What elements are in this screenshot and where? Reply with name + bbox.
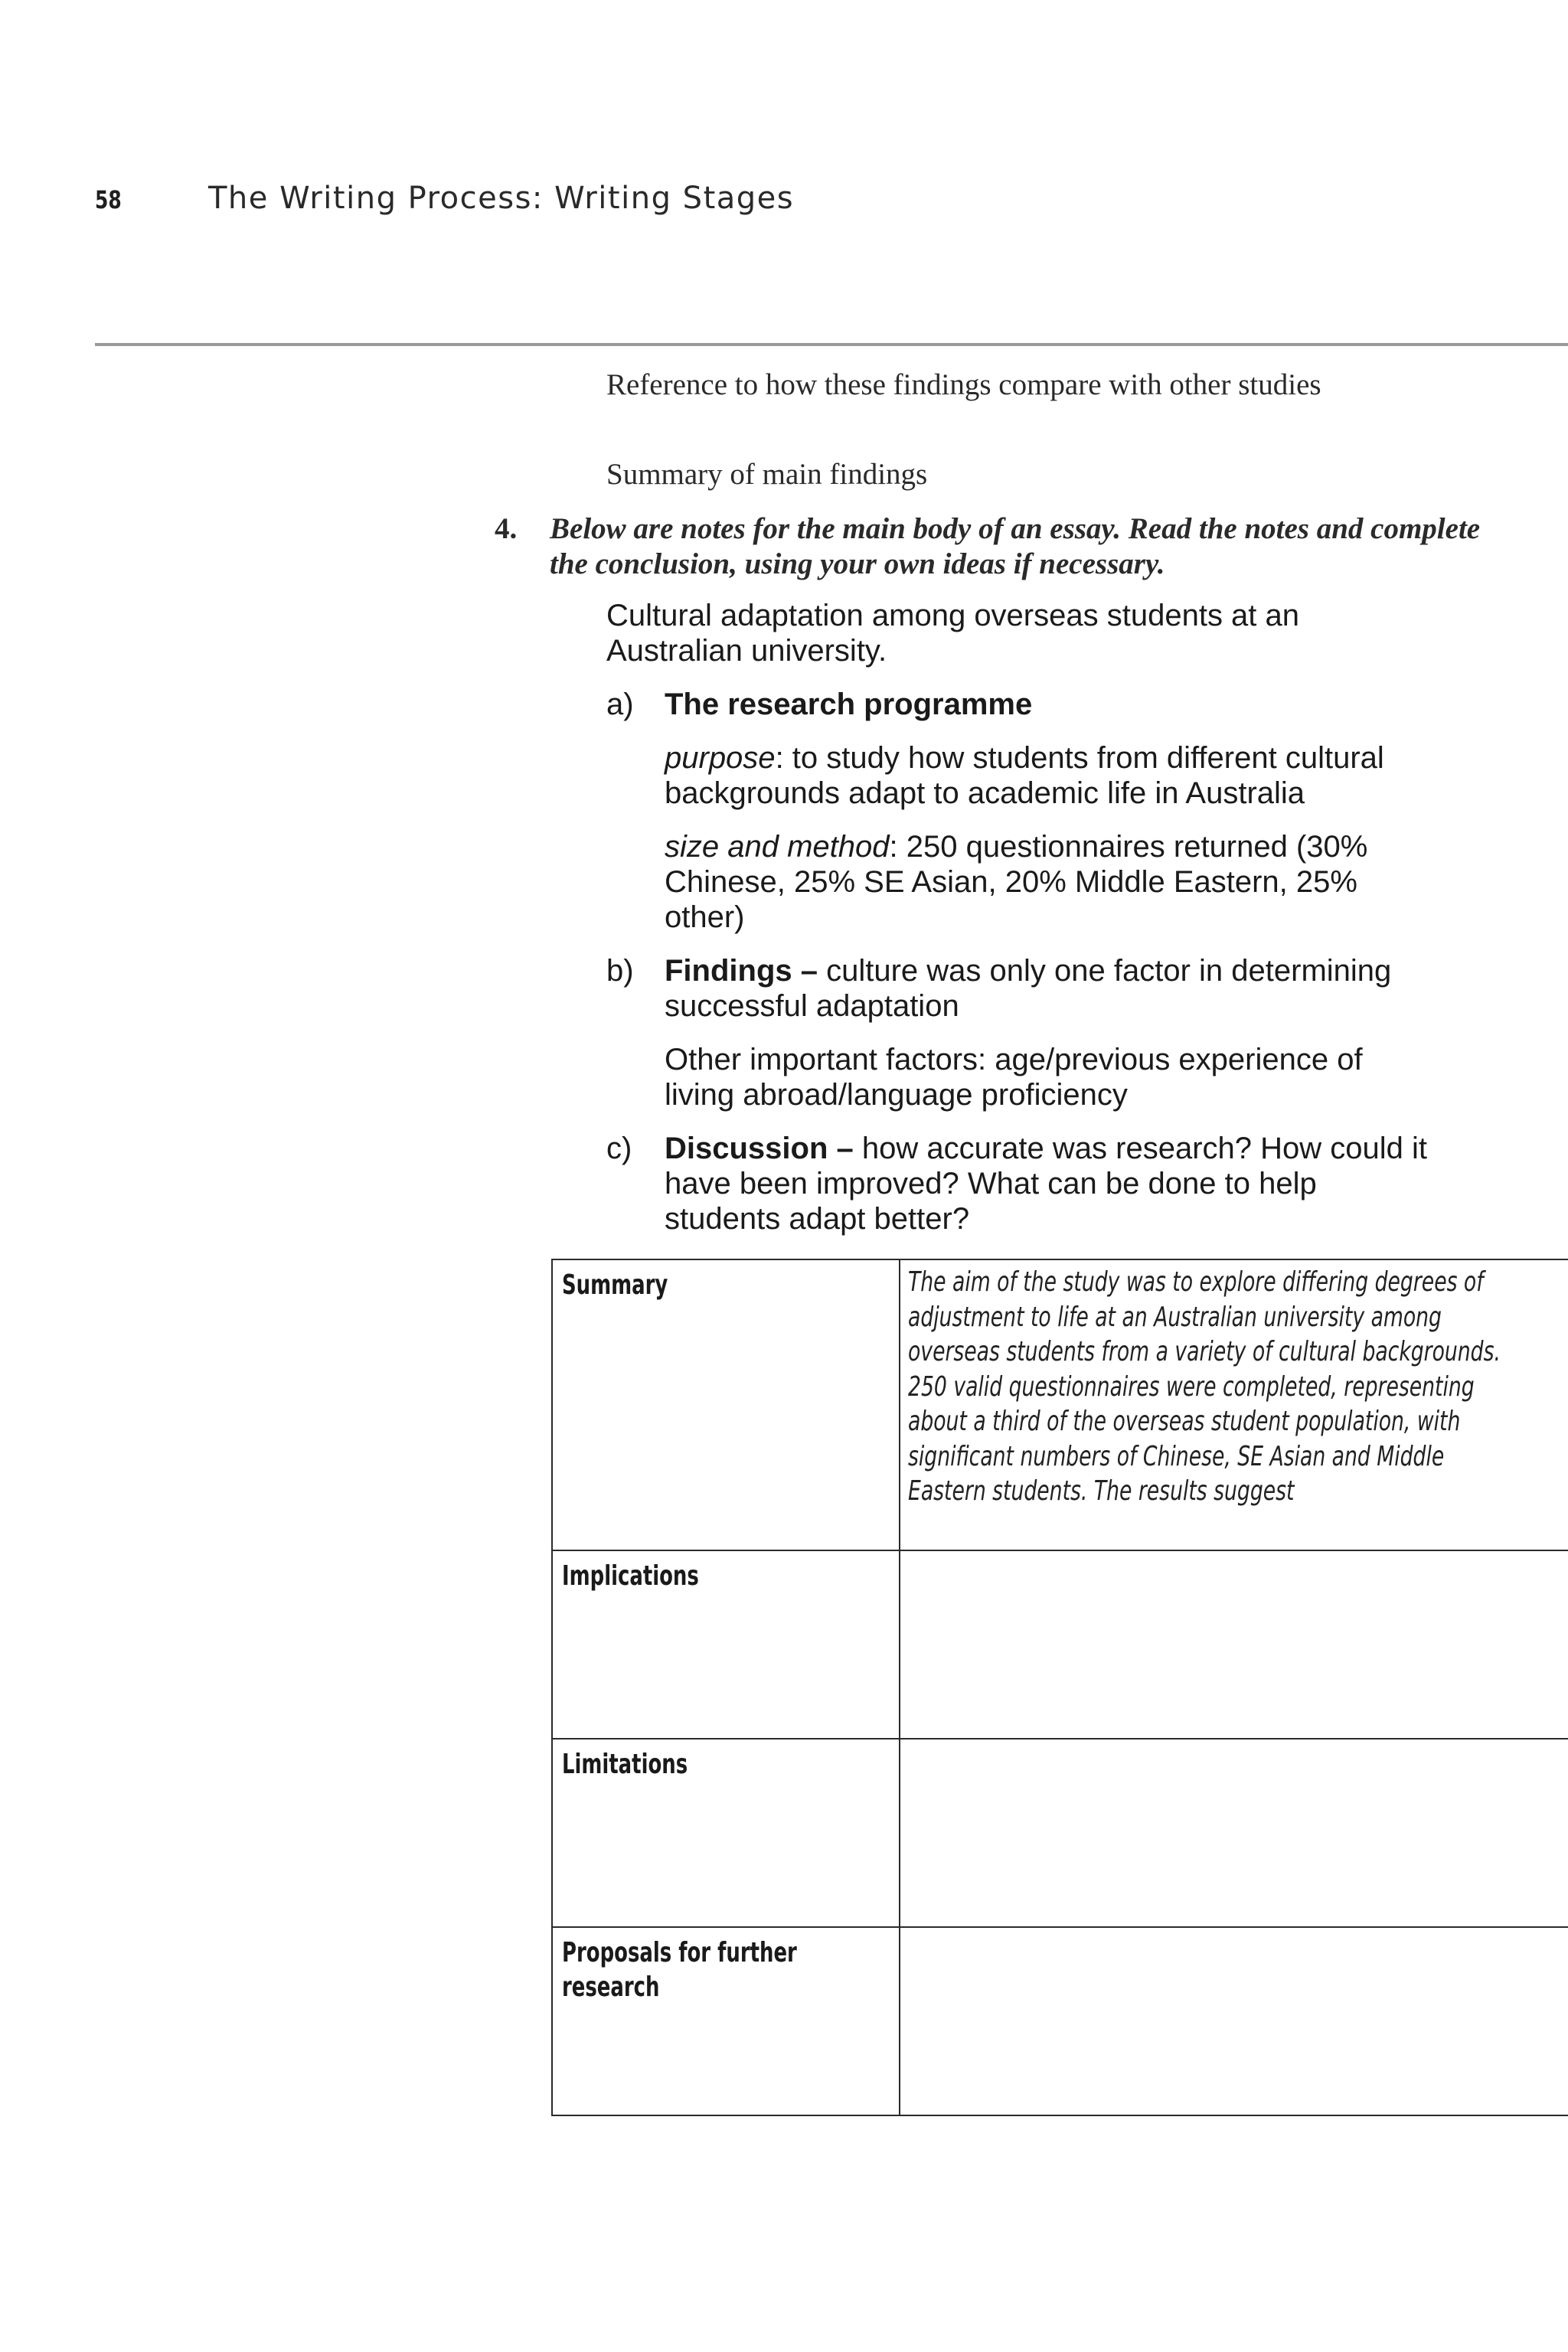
table-label-cell [552, 1739, 900, 1927]
discussion-heading: Discussion – [665, 1132, 854, 1165]
purpose-text: : to study how students from different cultural backgrounds adapt to academic life in Australia [665, 741, 1384, 810]
summary-content: The aim of the study was to explore differing degrees of adjustment to life at an Australian university among overseas students from a variety of cultural backgrounds. 250 valid questionnaires were completed, representing about a third of the overseas student population, with significant numbers of Chinese, SE Asian and Middle Eastern students. The results suggest [908, 1266, 1501, 1507]
notes-topic: Cultural adaptation among overseas students at an Australian university. [606, 599, 1300, 668]
table-row [552, 1739, 1568, 1927]
implications-answer-cell[interactable] [900, 1550, 1568, 1739]
table-label-cell [552, 1550, 900, 1739]
table-row [552, 1927, 1568, 2115]
item-a-purpose [665, 740, 1430, 811]
size-method-text: : 250 questionnaires returned (30% Chinese, 25% SE Asian, 20% Middle Eastern, 25% other) [665, 830, 1368, 934]
table-row [552, 1550, 1568, 1739]
conclusion-table [551, 1259, 1568, 2116]
question-instruction: Below are notes for the main body of an essay. Read the notes and complete the conclusion, using your own ideas if necessary. [550, 512, 1481, 580]
item-a-marker: a) [606, 688, 634, 721]
limitations-answer-cell[interactable] [900, 1739, 1568, 1927]
discussion-text: how accurate was research? How could it have been improved? What can be done to help students adapt better? [665, 1132, 1428, 1236]
table-content-cell [900, 1259, 1568, 1550]
row-label-summary: Summary [562, 1269, 668, 1301]
row-label-limitations: Limitations [562, 1749, 688, 1780]
table-label-cell [552, 1259, 900, 1550]
running-title: The Writing Process: Writing Stages [208, 181, 795, 216]
item-b-other-factors: Other important factors: age/previous experience of living abroad/language proficiency [665, 1043, 1363, 1112]
proposals-answer-cell[interactable] [900, 1927, 1568, 2115]
item-c-marker: c) [606, 1132, 632, 1165]
row-label-proposals: Proposals for further research [562, 1937, 797, 2003]
table-label-cell [552, 1927, 900, 2115]
size-method-label: size and method [665, 830, 890, 864]
page-number: 58 [95, 185, 122, 214]
item-a-heading-text: The research programme [665, 688, 1033, 721]
item-b-marker: b) [606, 954, 634, 988]
item-c-discussion [665, 1131, 1438, 1236]
item-a-heading [665, 687, 1430, 722]
header-rule [95, 343, 1568, 346]
row-label-implications: Implications [562, 1560, 699, 1592]
question-number: 4. [495, 512, 518, 545]
reference-item-summary: Summary of main findings [606, 458, 928, 491]
purpose-label: purpose [665, 741, 776, 775]
findings-text: culture was only one factor in determining successful adaptation [665, 954, 1392, 1023]
reference-item-comparison: Reference to how these findings compare with other studies [606, 368, 1321, 401]
table-row [552, 1259, 1568, 1550]
item-a-size-method [665, 829, 1430, 935]
page-header [0, 181, 1568, 219]
item-b-findings [665, 953, 1430, 1024]
findings-heading: Findings – [665, 954, 818, 988]
